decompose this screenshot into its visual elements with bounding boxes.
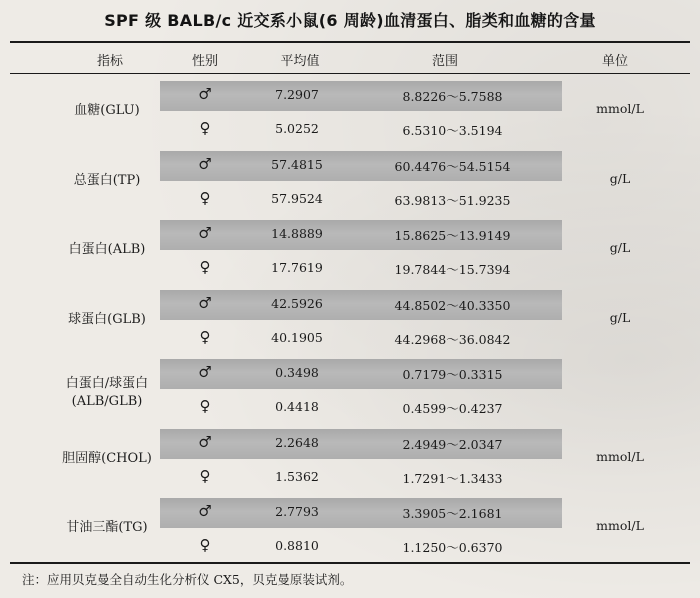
- mean-value: 1.5362: [275, 468, 319, 484]
- mean-value: 2.2648: [275, 434, 319, 450]
- unit-label: g/L: [609, 309, 631, 325]
- range-value: 60.4476～54.5154: [394, 158, 511, 174]
- sex-symbol: ♀: [199, 327, 211, 346]
- indicator-name: 甘油三酯(TG): [66, 520, 148, 535]
- indicator-label: [22, 102, 192, 120]
- range-value: 63.9813～51.9235: [394, 192, 511, 208]
- range-value: 8.8226～5.7588: [402, 89, 503, 104]
- mean-value: 0.8810: [275, 538, 319, 553]
- mean-value: 42.5926: [271, 295, 323, 311]
- range-value: 2.4949～2.0347: [402, 436, 503, 452]
- table-title: SPF 级 BALB/c 近交系小鼠(6 周龄)血清蛋白、脂类和血糖的含量: [104, 11, 596, 30]
- header-unit: 单位: [601, 54, 628, 69]
- range-value: 0.4599～0.4237: [402, 401, 503, 416]
- sex-symbol: ♀: [199, 397, 211, 415]
- unit-label: mmol/L: [596, 518, 644, 533]
- sex-symbol: ♂: [198, 224, 212, 242]
- indicator-name: 胆固醇(CHOL): [62, 450, 152, 466]
- mean-value: 0.3498: [275, 365, 319, 380]
- sex-symbol: ♀: [199, 258, 211, 276]
- sex-symbol: ♂: [198, 502, 212, 520]
- unit-label: mmol/L: [596, 101, 644, 116]
- indicator-label: [22, 172, 192, 190]
- indicator-name: 白蛋白(ALB): [68, 242, 146, 257]
- indicator-label: [22, 311, 192, 329]
- indicator-name: 总蛋白(TP): [73, 172, 141, 188]
- header-rule: [10, 73, 690, 74]
- sex-symbol: ♂: [198, 432, 212, 451]
- header-mean: 平均值: [280, 54, 320, 69]
- indicator-name: 白蛋白/球蛋白: [65, 376, 149, 391]
- mean-value: 0.4418: [275, 399, 319, 414]
- sex-symbol: ♂: [198, 85, 212, 103]
- indicator-name: 血糖(GLU): [74, 103, 140, 118]
- range-value: 44.8502～40.3350: [394, 297, 511, 313]
- sex-symbol: ♀: [199, 536, 211, 554]
- mean-value: 2.7793: [275, 504, 319, 519]
- range-value: 19.7844～15.7394: [394, 262, 511, 277]
- sex-symbol: ♂: [198, 363, 212, 381]
- indicator-name-abbr: (ALB/GLB): [71, 394, 143, 409]
- indicator-label: [22, 375, 192, 411]
- indicator-label: [22, 519, 192, 537]
- unit-label: g/L: [609, 240, 631, 255]
- mean-value: 57.9524: [271, 190, 323, 206]
- mean-value: 7.2907: [275, 87, 319, 102]
- range-value: 15.8625～13.9149: [394, 228, 511, 243]
- unit-label: mmol/L: [596, 448, 644, 464]
- range-value: 44.2968～36.0842: [394, 331, 511, 347]
- mean-value: 17.7619: [271, 260, 323, 275]
- top-rule: [10, 41, 690, 43]
- unit-label: g/L: [609, 170, 631, 186]
- range-value: 1.1250～0.6370: [402, 540, 503, 555]
- range-value: 6.5310～3.5194: [402, 123, 503, 138]
- sex-symbol: ♂: [198, 293, 212, 312]
- sex-symbol: ♀: [199, 466, 211, 485]
- header-indicator: 指标: [96, 54, 123, 69]
- header-range: 范围: [431, 54, 458, 69]
- indicator-label: [22, 450, 192, 468]
- header-sex: 性别: [191, 54, 218, 69]
- range-value: 0.7179～0.3315: [402, 367, 503, 382]
- sex-symbol: ♀: [199, 188, 211, 207]
- table-note: 注：应用贝克曼全自动生化分析仪 CX5，贝克曼原装试剂。: [22, 572, 353, 587]
- indicator-label: [22, 241, 192, 259]
- range-value: 1.7291～1.3433: [402, 470, 503, 486]
- mean-value: 40.1905: [271, 329, 323, 345]
- mean-value: 5.0252: [275, 121, 319, 136]
- indicator-name: 球蛋白(GLB): [68, 311, 146, 327]
- mean-value: 14.8889: [271, 226, 323, 241]
- range-value: 3.3905～2.1681: [402, 506, 503, 521]
- sex-symbol: ♀: [199, 119, 211, 137]
- mean-value: 57.4815: [271, 156, 323, 172]
- bottom-rule: [10, 562, 690, 564]
- sex-symbol: ♂: [198, 154, 212, 173]
